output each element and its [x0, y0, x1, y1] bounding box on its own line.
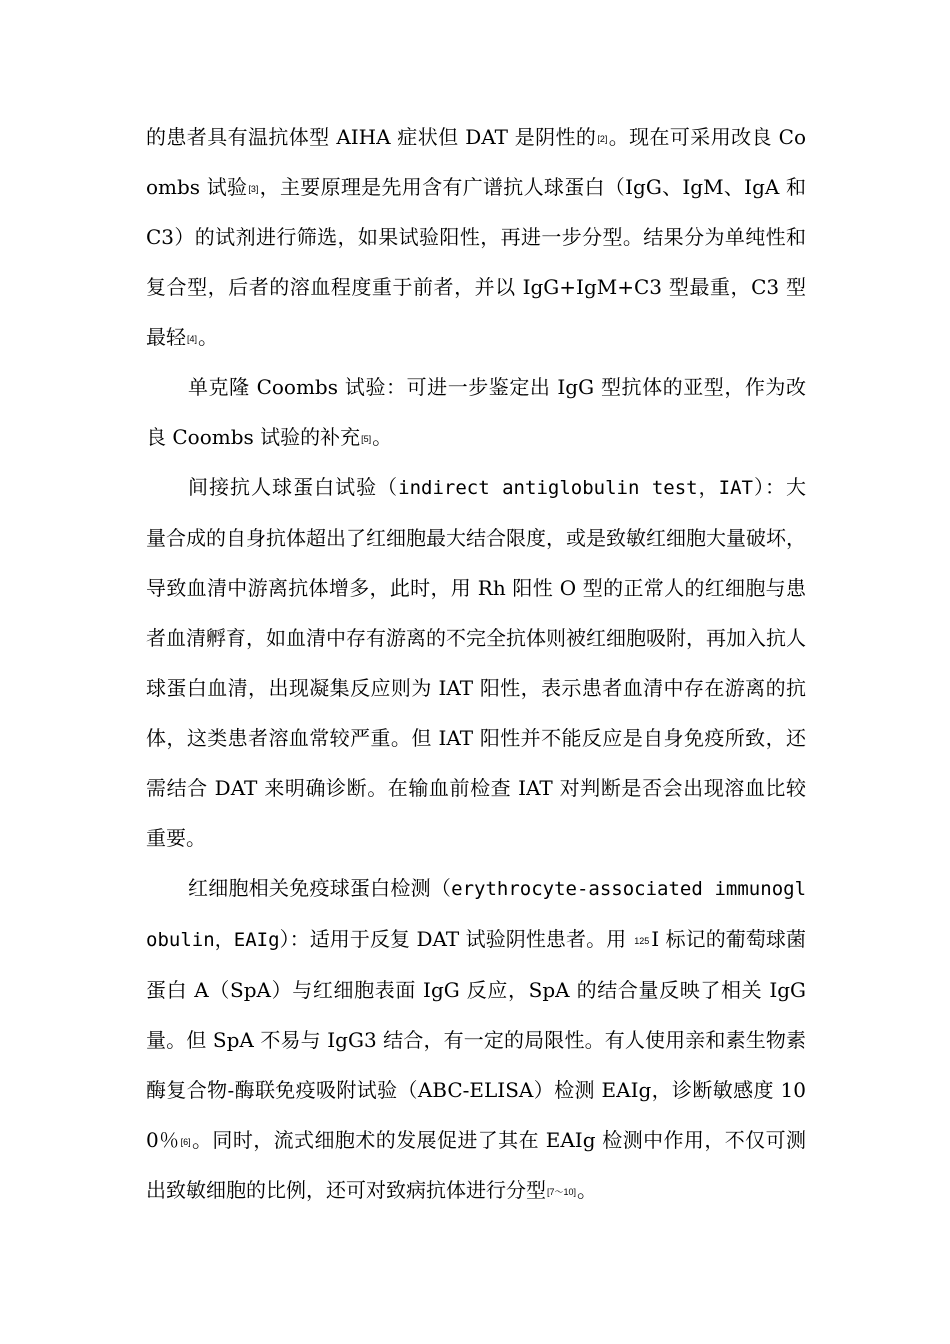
citation-ref: [3]: [248, 184, 259, 194]
text-run: I 标记的葡萄球菌蛋白 A（SpA）与红细胞表面 IgG 反应，SpA 的结合量反映了相关 IgG 量。但 SpA 不易与 IgG3 结合，有一定的局限性。有人使用亲和素生物素酶复合物-酶联免疫吸附试验（ABC-ELISA）检测 EAIg，诊断敏感度 100％: [146, 927, 806, 1152]
paragraph-aiha-testing: [146, 112, 806, 362]
body-text: [146, 112, 806, 1215]
citation-ref: [4]: [187, 334, 198, 344]
text-run: 间接抗人球蛋白试验（: [188, 475, 399, 499]
text-run: 。: [198, 325, 219, 349]
text-run: 。现在可采用改良 Coombs 试验: [146, 125, 806, 199]
text-run: 。同时，流式细胞术的发展促进了其在 EAIg 检测中作用，不仅可测出致敏细胞的比例，还可对致病抗体进行分型: [146, 1128, 806, 1202]
citation-ref: [6]: [180, 1137, 191, 1147]
text-run: 。: [372, 425, 393, 449]
english-term: indirect antiglobulin test，IAT: [398, 477, 753, 499]
citation-ref: [2]: [597, 134, 608, 144]
text-run: 的患者具有温抗体型 AIHA 症状但 DAT 是阴性的: [146, 125, 597, 149]
text-run: 。: [577, 1178, 598, 1202]
text-run: ，主要原理是先用含有广谱抗人球蛋白（IgG、IgM、IgA 和 C3）的试剂进行筛选，如果试验阳性，再进一步分型。结果分为单纯性和复合型，后者的溶血程度重于前者，并以 IgG+IgM+C3 型最重，C3 型最轻: [146, 175, 806, 349]
text-run: ）：适用于反复 DAT 试验阴性患者。用: [279, 927, 627, 951]
paragraph-iat: [146, 462, 806, 863]
text-run: 单克隆 Coombs 试验：可进一步鉴定出 IgG 型抗体的亚型，作为改良 Coombs 试验的补充: [146, 375, 806, 449]
paragraph-eaig: [146, 863, 806, 1215]
paragraph-monoclonal-coombs: [146, 362, 806, 462]
text-run: 红细胞相关免疫球蛋白检测（: [188, 876, 452, 900]
english-term: erythrocyte-associated immunoglobulin，EAIg: [146, 878, 807, 951]
text-run: ）：大量合成的自身抗体超出了红细胞最大结合限度，或是致敏红细胞大量破坏，导致血清中游离抗体增多，此时，用 Rh 阳性 O 型的正常人的红细胞与患者血清孵育，如血清中存有游离的不完全抗体则被红细胞吸附，再加入抗人球蛋白血清，出现凝集反应则为 IAT 阳性，表示患者血清中存在游离的抗体，这类患者溶血常较严重。但 IAT 阳性并不能反应是自身免疫所致，还需结合 DAT 来明确诊断。在输血前检查 IAT 对判断是否会出现溶血比较重要。: [146, 475, 806, 850]
citation-ref: [5]: [361, 434, 372, 444]
citation-ref: [7～10]: [547, 1187, 577, 1197]
isotope-superscript: 125: [634, 936, 650, 946]
